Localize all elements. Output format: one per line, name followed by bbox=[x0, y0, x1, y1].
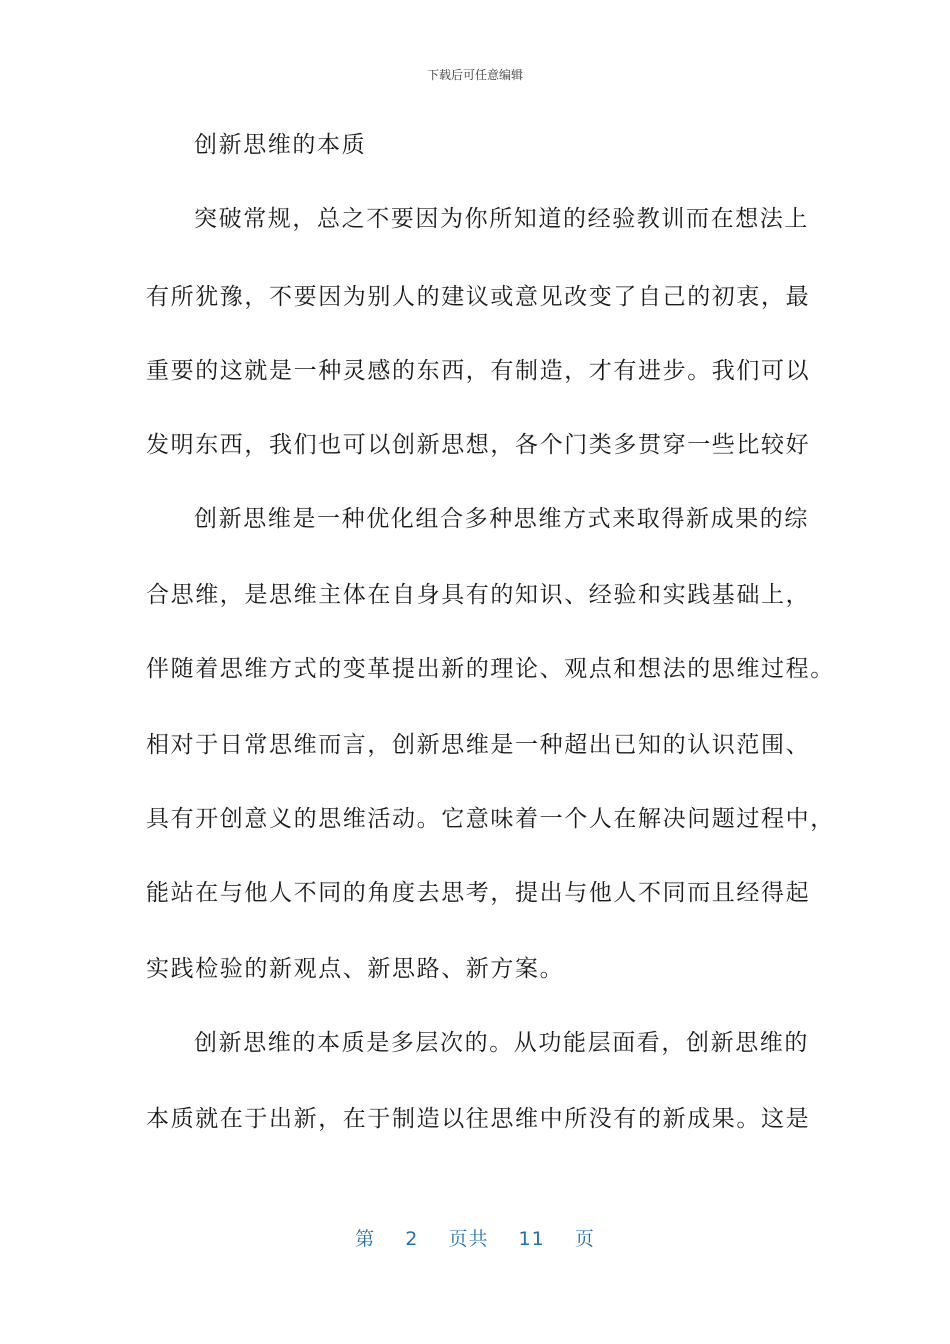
paragraph-line: 伴随着思维方式的变革提出新的理论、观点和想法的思维过程。 bbox=[146, 656, 835, 682]
page-footer bbox=[0, 1224, 950, 1251]
page-mid: 页共 bbox=[448, 1228, 489, 1250]
paragraph-line: 相对于日常思维而言，创新思维是一种超出已知的认识范围、 bbox=[146, 732, 811, 758]
paragraph-line: 创新思维的本质是多层次的。从功能层面看，创新思维的 bbox=[194, 1030, 809, 1056]
paragraph-line: 发明东西，我们也可以创新思想，各个门类多贯穿一些比较好 bbox=[146, 432, 811, 458]
paragraph-line: 本质就在于出新，在于制造以往思维中所没有的新成果。这是 bbox=[146, 1106, 811, 1132]
paragraph-line: 突破常规，总之不要因为你所知道的经验教训而在想法上 bbox=[194, 206, 809, 232]
paragraph-line: 具有开创意义的思维活动。它意味着一个人在解决问题过程中， bbox=[146, 806, 835, 832]
page-prefix: 第 bbox=[355, 1228, 376, 1250]
page-number: 2 bbox=[405, 1228, 419, 1250]
paragraph-line: 合思维，是思维主体在自身具有的知识、经验和实践基础上， bbox=[146, 582, 811, 608]
paragraph-line: 实践检验的新观点、新思路、新方案。 bbox=[146, 956, 565, 982]
page-suffix: 页 bbox=[574, 1228, 595, 1250]
paragraph-line: 能站在与他人不同的角度去思考，提出与他人不同而且经得起 bbox=[146, 880, 811, 906]
paragraph-line: 有所犹豫，不要因为别人的建议或意见改变了自己的初衷，最 bbox=[146, 284, 811, 310]
paragraph-line: 创新思维是一种优化组合多种思维方式来取得新成果的综 bbox=[194, 506, 809, 532]
paragraph-line: 重要的这就是一种灵感的东西，有制造，才有进步。我们可以 bbox=[146, 358, 811, 384]
section-title: 创新思维的本质 bbox=[194, 132, 367, 158]
page-header-note: 下载后可任意编辑 bbox=[426, 68, 523, 82]
total-pages: 11 bbox=[518, 1228, 545, 1250]
